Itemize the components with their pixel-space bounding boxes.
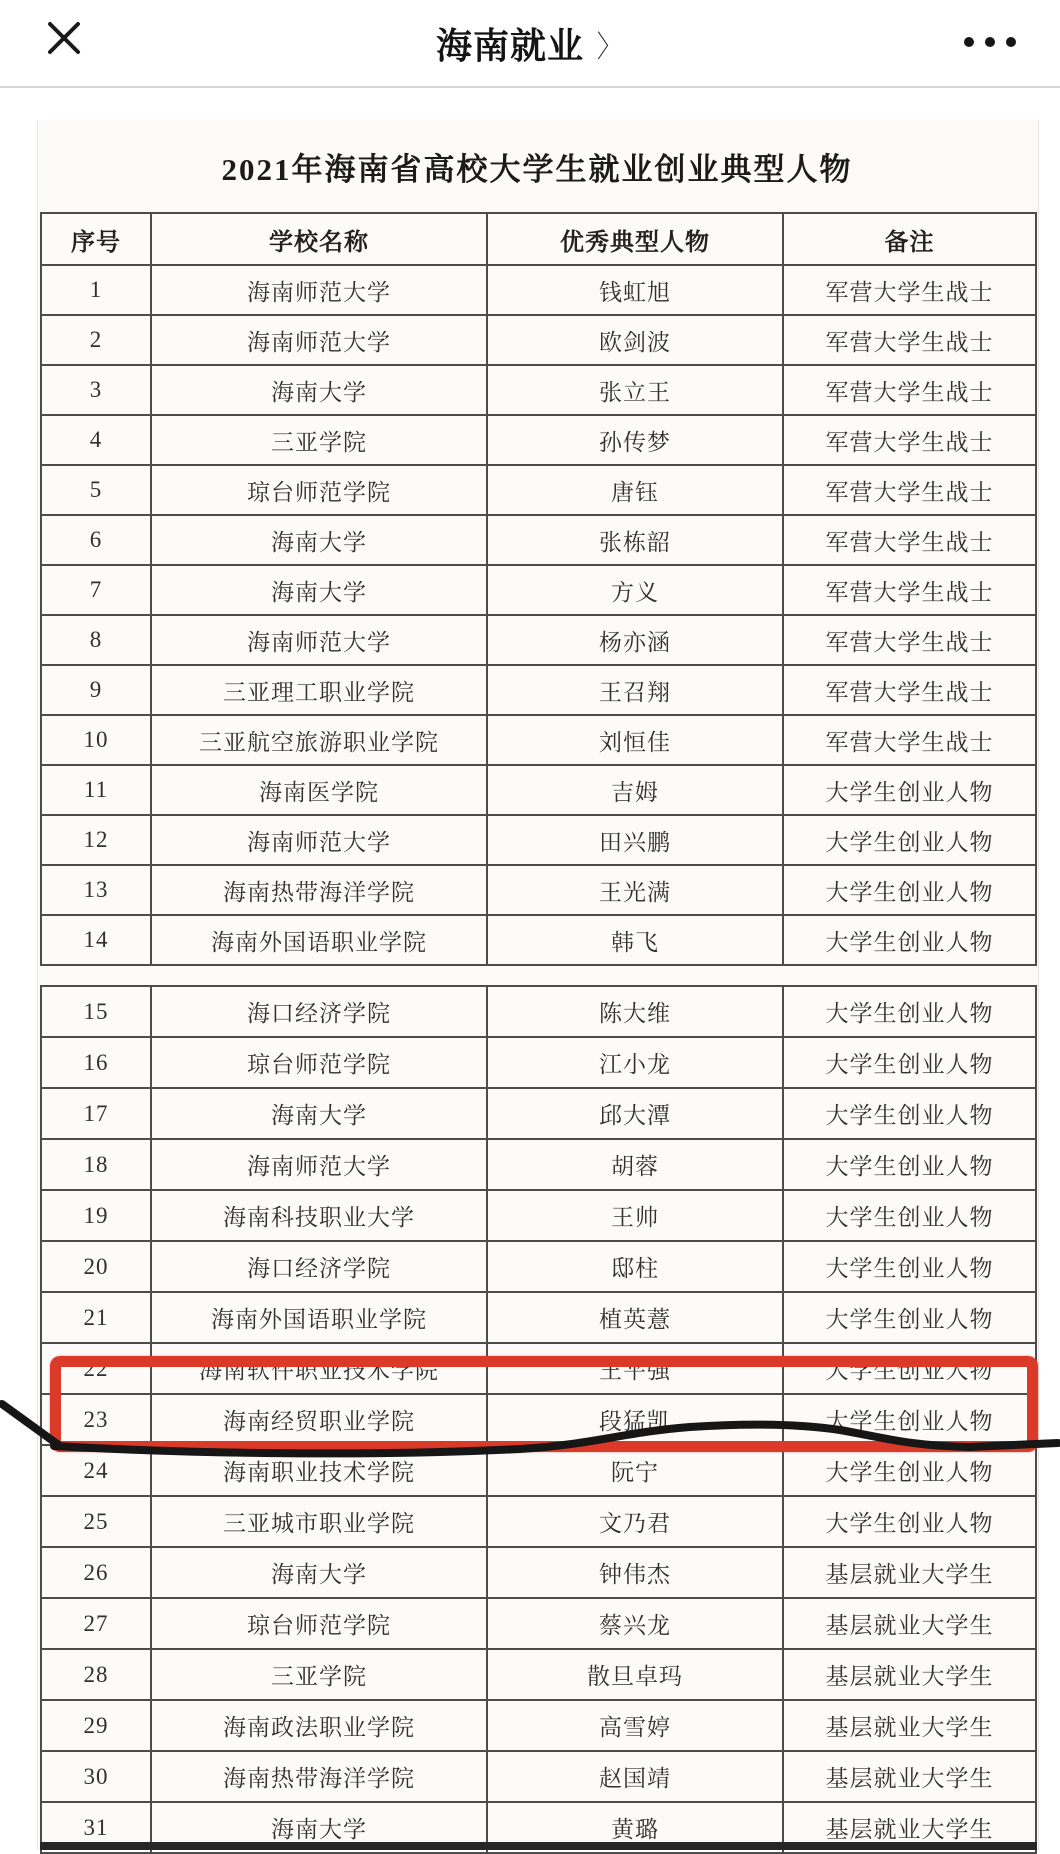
remark: 基层就业大学生 (783, 1751, 1036, 1802)
remark: 大学生创业人物 (783, 1496, 1036, 1547)
column-header: 序号 (41, 213, 151, 265)
school-name: 海南外国语职业学院 (151, 915, 487, 965)
column-header: 学校名称 (151, 213, 487, 265)
school-name: 海南软件职业技术学院 (151, 1343, 487, 1394)
remark: 军营大学生战士 (783, 315, 1036, 365)
person-name: 田兴鹏 (487, 815, 783, 865)
remark: 大学生创业人物 (783, 1343, 1036, 1394)
person-name: 欧剑波 (487, 315, 783, 365)
table-row (41, 1292, 1036, 1343)
remark: 军营大学生战士 (783, 265, 1036, 315)
next-image-edge (40, 1842, 1037, 1850)
person-name: 王召翔 (487, 665, 783, 715)
school-name: 海南热带海洋学院 (151, 1751, 487, 1802)
school-name: 海口经济学院 (151, 1241, 487, 1292)
school-name: 琼台师范学院 (151, 1037, 487, 1088)
row-number: 15 (41, 986, 151, 1037)
remark: 大学生创业人物 (783, 1292, 1036, 1343)
person-name: 孙传梦 (487, 415, 783, 465)
school-name: 海南大学 (151, 515, 487, 565)
person-name: 邸柱 (487, 1241, 783, 1292)
row-number: 23 (41, 1394, 151, 1445)
table-row (41, 1088, 1036, 1139)
row-number: 4 (41, 415, 151, 465)
remark: 大学生创业人物 (783, 1445, 1036, 1496)
person-name: 钱虹旭 (487, 265, 783, 315)
school-name: 海南经贸职业学院 (151, 1394, 487, 1445)
school-name: 海南政法职业学院 (151, 1700, 487, 1751)
person-name: 赵国靖 (487, 1751, 783, 1802)
row-number: 24 (41, 1445, 151, 1496)
row-number: 14 (41, 915, 151, 965)
row-number: 29 (41, 1700, 151, 1751)
person-name: 段猛凯 (487, 1394, 783, 1445)
table-row (41, 915, 1036, 965)
school-name: 海南师范大学 (151, 815, 487, 865)
ellipsis-dot (985, 37, 995, 47)
table-row (41, 665, 1036, 715)
person-name: 邱大潭 (487, 1088, 783, 1139)
table-row (41, 1139, 1036, 1190)
table-row (41, 615, 1036, 665)
person-name: 胡蓉 (487, 1139, 783, 1190)
page-title-text: 海南就业 (435, 24, 584, 66)
remark: 军营大学生战士 (783, 515, 1036, 565)
school-name: 海南大学 (151, 1547, 487, 1598)
more-menu-button[interactable] (950, 24, 1030, 60)
row-number: 6 (41, 515, 151, 565)
school-name: 海南大学 (151, 365, 487, 415)
row-number: 17 (41, 1088, 151, 1139)
person-name: 江小龙 (487, 1037, 783, 1088)
remark: 大学生创业人物 (783, 1139, 1036, 1190)
person-name: 方义 (487, 565, 783, 615)
row-number: 16 (41, 1037, 151, 1088)
person-name: 王帅 (487, 1190, 783, 1241)
person-name: 陈大维 (487, 986, 783, 1037)
row-number: 8 (41, 615, 151, 665)
row-number: 26 (41, 1547, 151, 1598)
row-number: 19 (41, 1190, 151, 1241)
remark: 大学生创业人物 (783, 765, 1036, 815)
row-number: 21 (41, 1292, 151, 1343)
document-title: 2021年海南省高校大学生就业创业典型人物 (221, 151, 853, 187)
table-row (41, 765, 1036, 815)
table-row (41, 1445, 1036, 1496)
table-row (41, 986, 1036, 1037)
school-name: 三亚学院 (151, 1649, 487, 1700)
school-name: 琼台师范学院 (151, 465, 487, 515)
remark: 大学生创业人物 (783, 1394, 1036, 1445)
table-row (41, 315, 1036, 365)
table-row (41, 1547, 1036, 1598)
page-title[interactable] (0, 0, 1060, 86)
school-name: 海南大学 (151, 1088, 487, 1139)
remark: 军营大学生战士 (783, 565, 1036, 615)
remark: 大学生创业人物 (783, 815, 1036, 865)
row-number: 31 (41, 1802, 151, 1853)
school-name: 海南大学 (151, 1802, 487, 1853)
row-number: 1 (41, 265, 151, 315)
remark: 基层就业大学生 (783, 1547, 1036, 1598)
person-name: 唐钰 (487, 465, 783, 515)
person-name: 王平强 (487, 1343, 783, 1394)
table-row (41, 865, 1036, 915)
table-row (41, 1496, 1036, 1547)
row-number: 11 (41, 765, 151, 815)
table-row (41, 715, 1036, 765)
school-name: 海南大学 (151, 565, 487, 615)
person-name: 张立王 (487, 365, 783, 415)
school-name: 海南外国语职业学院 (151, 1292, 487, 1343)
person-name: 散旦卓玛 (487, 1649, 783, 1700)
table-row (41, 565, 1036, 615)
person-name: 植英薏 (487, 1292, 783, 1343)
table-row (41, 1598, 1036, 1649)
table-1-body (41, 265, 1036, 965)
highlight-box (50, 1356, 1038, 1452)
row-number: 30 (41, 1751, 151, 1802)
row-number: 25 (41, 1496, 151, 1547)
table-row (41, 1241, 1036, 1292)
remark: 军营大学生战士 (783, 665, 1036, 715)
remark: 大学生创业人物 (783, 1037, 1036, 1088)
school-name: 海南职业技术学院 (151, 1445, 487, 1496)
person-name: 吉姆 (487, 765, 783, 815)
person-name: 韩飞 (487, 915, 783, 965)
school-name: 海口经济学院 (151, 986, 487, 1037)
row-number: 12 (41, 815, 151, 865)
person-name: 杨亦涵 (487, 615, 783, 665)
remark: 大学生创业人物 (783, 915, 1036, 965)
table-header (41, 213, 1036, 265)
person-name: 王光满 (487, 865, 783, 915)
remark: 大学生创业人物 (783, 986, 1036, 1037)
person-name: 张栋韶 (487, 515, 783, 565)
ellipsis-dot (964, 37, 974, 47)
school-name: 海南热带海洋学院 (151, 865, 487, 915)
school-name: 三亚理工职业学院 (151, 665, 487, 715)
row-number: 22 (41, 1343, 151, 1394)
school-name: 海南医学院 (151, 765, 487, 815)
table-header-row (41, 213, 1036, 265)
remark: 基层就业大学生 (783, 1700, 1036, 1751)
table-row (41, 415, 1036, 465)
remark: 大学生创业人物 (783, 1088, 1036, 1139)
table-row (41, 265, 1036, 315)
remark: 大学生创业人物 (783, 865, 1036, 915)
column-header: 优秀典型人物 (487, 213, 783, 265)
row-number: 5 (41, 465, 151, 515)
school-name: 海南师范大学 (151, 315, 487, 365)
nav-divider (0, 86, 1060, 88)
table-row (41, 815, 1036, 865)
row-number: 7 (41, 565, 151, 615)
ellipsis-dot (1006, 37, 1016, 47)
row-number: 10 (41, 715, 151, 765)
remark: 军营大学生战士 (783, 715, 1036, 765)
remark: 大学生创业人物 (783, 1190, 1036, 1241)
school-name: 琼台师范学院 (151, 1598, 487, 1649)
remark: 军营大学生战士 (783, 415, 1036, 465)
nav-bar (0, 0, 1060, 86)
row-number: 18 (41, 1139, 151, 1190)
table-row (41, 1751, 1036, 1802)
row-number: 27 (41, 1598, 151, 1649)
row-number: 9 (41, 665, 151, 715)
remark: 基层就业大学生 (783, 1598, 1036, 1649)
row-number: 2 (41, 315, 151, 365)
person-name: 文乃君 (487, 1496, 783, 1547)
chevron-right-icon: 〉 (597, 31, 621, 64)
person-name: 蔡兴龙 (487, 1598, 783, 1649)
table-row (41, 1037, 1036, 1088)
remark: 军营大学生战士 (783, 365, 1036, 415)
person-name: 阮宁 (487, 1445, 783, 1496)
table-row (41, 1190, 1036, 1241)
table-row (41, 365, 1036, 415)
row-number: 13 (41, 865, 151, 915)
row-number: 3 (41, 365, 151, 415)
table-row (41, 465, 1036, 515)
school-name: 三亚航空旅游职业学院 (151, 715, 487, 765)
school-name: 海南师范大学 (151, 615, 487, 665)
remark: 基层就业大学生 (783, 1649, 1036, 1700)
row-number: 20 (41, 1241, 151, 1292)
table-row (41, 1649, 1036, 1700)
school-name: 海南师范大学 (151, 265, 487, 315)
school-name: 海南科技职业大学 (151, 1190, 487, 1241)
remark: 基层就业大学生 (783, 1802, 1036, 1853)
school-name: 三亚城市职业学院 (151, 1496, 487, 1547)
person-name: 黄璐 (487, 1802, 783, 1853)
remark: 军营大学生战士 (783, 615, 1036, 665)
remark: 军营大学生战士 (783, 465, 1036, 515)
remark: 大学生创业人物 (783, 1241, 1036, 1292)
column-header: 备注 (783, 213, 1036, 265)
row-number: 28 (41, 1649, 151, 1700)
person-name: 高雪婷 (487, 1700, 783, 1751)
person-name: 刘恒佳 (487, 715, 783, 765)
person-name: 钟伟杰 (487, 1547, 783, 1598)
school-name: 海南师范大学 (151, 1139, 487, 1190)
school-name: 三亚学院 (151, 415, 487, 465)
table-row (41, 515, 1036, 565)
table-row (41, 1700, 1036, 1751)
table-upper (40, 212, 1037, 966)
